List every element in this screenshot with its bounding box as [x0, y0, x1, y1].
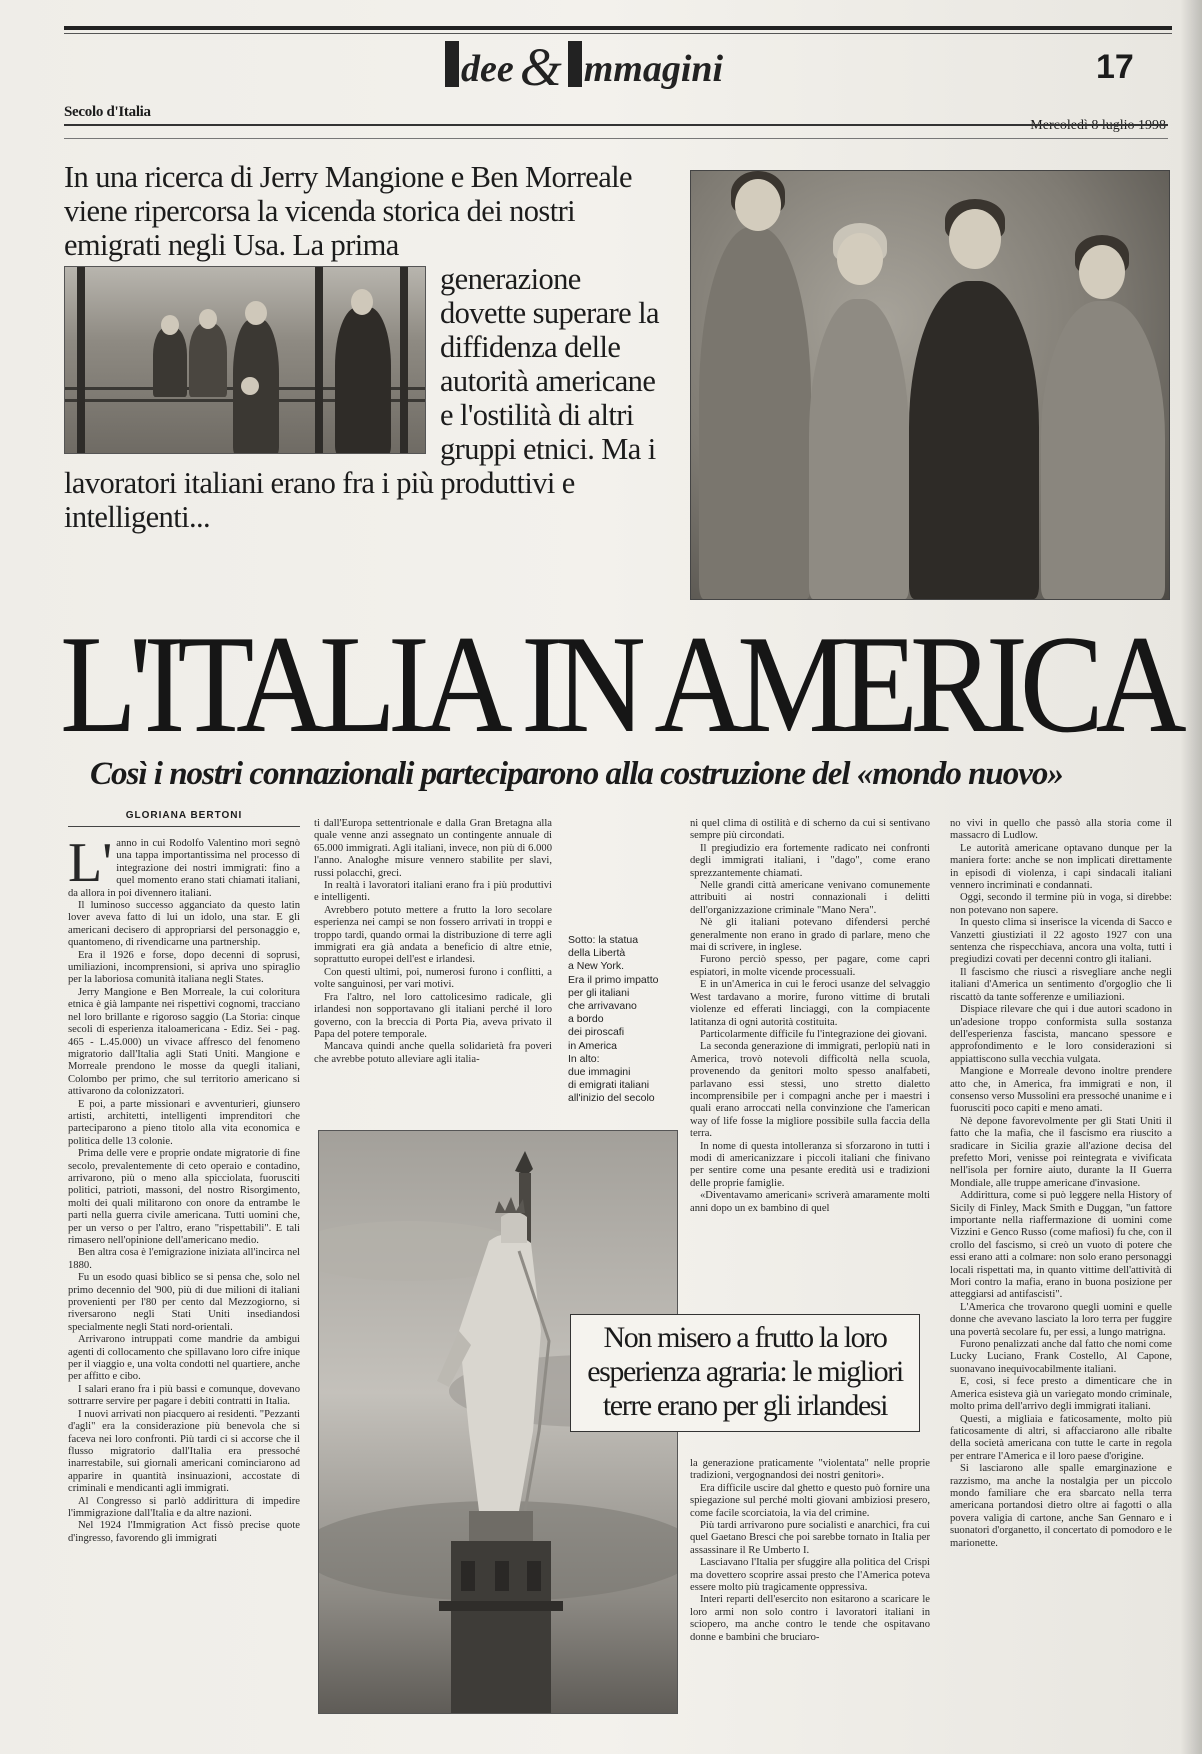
- article-paragraph: Interi reparti dell'esercito non esitarono a scaricare le loro armi non solo contro i lavoratori italiani in sciopero, ma anche contro le tende che ospitavano donne e bambini che bruciaro-: [690, 1594, 930, 1643]
- caption-line: dei piroscafi: [568, 1026, 625, 1039]
- article-paragraph: anno in cui Rodolfo Valentino morì segnò una tappa importantissima nel processo di integrazione dei nostri immigrati: fino a quel momento erano stati chiamati italiani, da allora in poi divennero italiani.: [68, 838, 300, 899]
- photo-head: [735, 179, 781, 231]
- article-paragraph: Furono penalizzati anche dal fatto che nomi come Lucky Luciano, Frank Costello, Al Capone, suonavano inequivocabilmente italiani.: [950, 1339, 1172, 1375]
- photo-figure: [335, 307, 391, 454]
- article-paragraph: Particolarmente difficile fu l'integrazione dei giovani.: [700, 1028, 928, 1040]
- article-paragraph: Il fascismo che riuscì a risvegliare anche negli italiani d'America un sentimento d'orgoglio che li riscattò da tante sofferenze e umiliazioni.: [950, 966, 1172, 1003]
- caption-line: due immagini: [568, 1066, 631, 1079]
- article-paragraph: Fu un esodo quasi biblico se si pensa che, solo nel primo decennio del '900, più di due milioni di italiani provenienti per l'80 per cento dal Mezzogiorno, si riversarono negli Stati Uniti insediandosi specialmente negli Stati nord-orientali.: [68, 1272, 300, 1333]
- article-paragraph: Nel 1924 l'Immigration Act fissò precise quote d'ingresso, favorendo gli immigrati: [68, 1520, 300, 1544]
- article-paragraph: no vivi in quello che passò alla storia come il massacro di Ludlow.: [950, 818, 1172, 842]
- sub-headline: Così i nostri connazionali parteciparono alla costruzione del «mondo nuovo»: [90, 756, 1063, 792]
- article-paragraph: In questo clima si inserisce la vicenda di Sacco e Vanzetti giustiziati il 22 agosto 1927 con una sentenza che rispecchiava, ancora una volta, tutti i pregiudizi covati per decenni contro gli italiani.: [950, 917, 1172, 966]
- photo-face: [241, 377, 259, 395]
- top-rule-thin: [64, 33, 1172, 34]
- byline-rule: [68, 826, 300, 827]
- article-column-3: [690, 818, 930, 1298]
- article-paragraph: Dispiace rilevare che qui i due autori scadono in un'adesione troppo conformista sulla sostanza dell'esperienza fascista, mancano spessore e approfondimento e le loro considerazioni si appiattiscono sulla vecchia vulgata.: [950, 1004, 1172, 1065]
- photo-head: [949, 209, 1001, 269]
- caption-line: In alto:: [568, 1052, 600, 1065]
- caption-line: della Libertà: [568, 947, 626, 960]
- article-paragraph: Avrebbero potuto mettere a frutto la loro secolare esperienza nei campi se non fossero arrivati in troppi e troppo tardi, quando ormai la distribuzione di terre agli immigrati era già andata a beneficio di altre etnie, soprattutto europei dell'est e irlandesi.: [314, 904, 552, 966]
- intro-wrap: generazione dovette superare la diffidenza delle autorità americane e l'ostilità di altri gruppi etnici. Ma i lavoratori italiani erano fra i più produttivi e intelligenti...: [64, 262, 659, 534]
- masthead-rule: [64, 124, 1168, 126]
- caption-line: per gli italiani: [568, 986, 630, 999]
- photo-face: [161, 315, 179, 335]
- article-column-3-continued: [690, 1458, 930, 1734]
- photo-immigrants-ship-wrapper: [64, 266, 426, 454]
- article-paragraph: Arrivarono intruppati come mandrie da ambigui agenti di collocamento che spillavano loro cifre inique per il viaggio e, una volta condotti nel quartiere, anche per affitto e cibo.: [68, 1334, 300, 1383]
- photo-girl-left: [699, 227, 811, 599]
- article-paragraph: E, così, si fece presto a dimenticare che in America esisteva già un variegato mondo criminale, molto prima dell'arrivo degli immigrati italiani.: [950, 1376, 1172, 1413]
- section-initial-bar: [568, 41, 582, 87]
- article-paragraph: I nuovi arrivati non piacquero ai residenti. "Pezzanti d'agli" era la considerazione più benevola che si faceva nei loro confronti. Più tardi ci si accorse che il flusso migratorio dall'Italia era pressoché inarrestabile, sui giornali americani cominciarono ad apparire in quantità insinuazioni, accostate di criminali e mendicanti agli immigrati.: [68, 1408, 300, 1495]
- article-paragraph: L'America che trovarono quegli uomini e quelle donne che avevano lasciato la loro terra per fuggire una povertà secolare fu, per essi, a lungo matrigna.: [950, 1301, 1172, 1338]
- photo-girl-center: [809, 299, 909, 599]
- page-number: 17: [1096, 48, 1134, 86]
- article-paragraph: Il luminoso successo agganciato da questo latin lover aveva fatto di lui un idolo, una star. E gli americani decisero di appropriarsi del personaggio e, quantomeno, di rivendicarne una partnership.: [68, 900, 300, 949]
- pull-quote: Non misero a frutto la loro esperienza agraria: le migliori terre erano per gli irlandesi: [570, 1314, 920, 1432]
- article-paragraph: Lasciavano l'Italia per sfuggire alla politica del Crispi ma dovettero scoprire assai presto che l'America poteva essere molto più tragicamente oppressiva.: [690, 1557, 930, 1594]
- article-paragraph: Questi, a migliaia e faticosamente, molto più faticosamente di altri, si affacciarono alle ribalte della società americana con tutte le carte in regola per entrare l'America e il loro paese d'origine.: [950, 1413, 1172, 1462]
- section-title-part1: dee: [461, 48, 514, 90]
- photo-caption: [568, 934, 678, 1106]
- article-paragraph: I salari erano fra i più bassi e comunque, dovevano sottrarre servire per pagare i debiti contratti in Italia.: [68, 1383, 300, 1408]
- article-paragraph: «Diventavamo americani» scriverà amaramente molti anni dopo un ex bambino di quel: [690, 1190, 930, 1214]
- issue-date: [1030, 118, 1166, 134]
- article-column-4: [950, 818, 1172, 1734]
- article-paragraph: E poi, a parte missionari e avventurieri, giunsero artisti, architetti, intelligenti imprenditori che parteciparono a pieno titolo alla vita economica e politica delle 13 colonie.: [68, 1098, 300, 1147]
- photo-figure: [153, 327, 187, 397]
- photo-face: [199, 309, 217, 329]
- section-title-part2: mmagini: [583, 48, 724, 90]
- photo-post: [77, 267, 85, 454]
- section-title: [445, 36, 825, 116]
- article-paragraph: Fra l'altro, nel loro cattolicesimo radicale, gli irlandesi non sopportavano gli italiani perché il loro governo, con la breccia di Porta Pia, aveva privato il Papa del potere temporale.: [314, 991, 552, 1040]
- intro-lead: In una ricerca di Jerry Mangione e Ben Morreale viene ripercorsa la vicenda storica dei nostri emigrati negli Usa. La prima: [64, 160, 632, 262]
- photo-face: [245, 301, 267, 325]
- article-paragraph: Era difficile uscire dal ghetto e questo può fornire una spiegazione sul perché molti giovani ambiziosi presero, come facile scorciatoia, la via del crimine.: [690, 1482, 930, 1519]
- article-paragraph: ti dall'Europa settentrionale e dalla Gran Bretagna alla quale venne anzi assegnato un contingente annuale di 65.000 immigrati. Agli italiani, invece, non più di 6.000 l'anno. Analoghe misure vennero stabilite per slavi, russi polacchi, greci.: [314, 818, 552, 879]
- article-paragraph: Nelle grandi città americane venivano comunemente attribuiti ai nostri connazionali i delitti dell'organizzazione criminale "Mano Nera".: [690, 880, 930, 916]
- intro-deck: [64, 160, 664, 534]
- article-paragraph: Nè depone favorevolmente per gli Stati Uniti il fatto che la mafia, che il fascismo era riuscito a sradicare in Sicilia grazie all'azione decisa del prefetto Mori, venisse poi reintegrata e vivificata nell'isola per fornire aiuto, durante la II Guerra Mondiale, alle truppe americane d'invasione.: [950, 1115, 1172, 1189]
- article-paragraph: Nè gli italiani potevano difendersi perché generalmente non erano in grado di parlare, meno che mai di scrivere, in inglese.: [690, 917, 930, 954]
- photo-post: [400, 267, 408, 454]
- newspaper-brand: Secolo d'Italia: [64, 104, 151, 120]
- article-paragraph: la generazione praticamente "violentata" nelle proprie tradizioni, vergognandosi dei nostri genitori».: [690, 1458, 930, 1482]
- caption-line: a New York.: [568, 960, 625, 973]
- photo-face: [351, 289, 373, 315]
- article-paragraph: In realtà i lavoratori italiani erano fra i più produttivi e intelligenti.: [314, 880, 552, 904]
- top-rule: [64, 26, 1172, 30]
- caption-line: all'inizio del secolo: [568, 1092, 655, 1105]
- article-paragraph: Al Congresso si parlò addirittura di impedire l'immigrazione dall'Italia e da altre nazioni.: [68, 1495, 300, 1519]
- article-paragraph: Più tardi arrivarono pure socialisti e anarchici, fra cui quel Gaetano Bresci che poi sarebbe tornato in Italia per assassinare il Re Umberto I.: [690, 1520, 930, 1556]
- article-column-1: [68, 838, 300, 1734]
- article-paragraph: Mancava quindi anche quella solidarietà fra poveri che avrebbe potuto alleviare agli italia-: [314, 1041, 552, 1065]
- masthead-rule-thin: [64, 138, 1168, 139]
- drop-cap: L': [68, 838, 113, 894]
- article-paragraph: Era il 1926 e forse, dopo decenni di soprusi, umiliazioni, incomprensioni, si apriva uno spiraglio per la laboriosa comunità italiana negli States.: [68, 949, 300, 986]
- photo-post: [315, 267, 323, 454]
- article-paragraph: Furono perciò spesso, per pagare, come capri espiatori, in molte vicende processuali.: [690, 954, 930, 978]
- article-paragraph: E in un'America in cui le feroci usanze del selvaggio West tardavano a morire, furono vittime di brutali violenze ed efferati linciaggi, con la compiacente latitanza di ogni autorità costituita.: [690, 979, 930, 1028]
- article-paragraph: Ben altra cosa è l'emigrazione iniziata all'incirca nel 1880.: [68, 1247, 300, 1271]
- article-paragraph: Addirittura, come si può leggere nella History of Sicily di Finley, Mack Smith e Duggan, "un fattore importante nella riaffermazione di uomini come Vizzini e Genco Russo (come mafiosi) fu che, con il crollo del fascismo, si creò un vuoto di potere che essi erano atti a colmare: non solo erano personaggi locali rispettati ma, in quanto vittime dell'attività di Mori contro la mafia, erano in buona posizione per atteggiarsi ad antifascisti".: [950, 1190, 1172, 1301]
- article-paragraph: Con questi ultimi, poi, numerosi furono i conflitti, a volte sanguinosi, per vari motivi.: [314, 966, 552, 991]
- caption-line: in America: [568, 1039, 618, 1052]
- article-paragraph: Mangione e Morreale devono inoltre prendere atto che, in America, fra immigrati e non, il consenso verso Mussolini era pressoché unanime e i fuorusciti poco capiti e meno amati.: [950, 1066, 1172, 1115]
- caption-line: a bordo: [568, 1013, 604, 1026]
- article-paragraph: La seconda generazione di immigrati, perlopiù nati in America, trovò notevoli difficoltà nella scuola, provenendo da genitori molto spesso analfabeti, parlavano essi stessi, uno stretto dialetto incomprensibile per i compagni anche per i maestri i quali erano arroccati nella convinzione che l'american way of life fosse la migliore possibile sulla faccia della terra.: [690, 1041, 930, 1140]
- article-paragraph: ni quel clima di ostilità e di scherno da cui si sentivano sempre più circondati.: [690, 818, 930, 842]
- page-edge-shadow: [1180, 0, 1202, 1754]
- photo-head: [1079, 245, 1125, 299]
- section-ampersand: &: [519, 37, 562, 97]
- main-headline: L'ITALIA IN AMERICA: [60, 607, 1179, 762]
- photo-immigrants-ship: [64, 266, 426, 454]
- photo-head: [837, 233, 883, 285]
- caption-line: di emigrati italiani: [568, 1079, 650, 1092]
- article-paragraph: Oggi, secondo il termine più in voga, si direbbe: non potevano non sapere.: [950, 892, 1172, 916]
- caption-line: che arrivavano: [568, 1000, 637, 1013]
- article-paragraph: Jerry Mangione e Ben Morreale, la cui coloritura etnica è già lampante nei rispettivi cognomi, tracciano nel loro brillante e rigoroso saggio (La Storia: cinque secoli di esperienza italoamericana - Ediz. Sei - pag. 465 - L.45.000) un vivace affresco del fenomeno migratorio dall'Italia agli Stati Uniti. Mangione e Morreale prendono le mosse da quegli italiani, Colombo per primo, che sul territorio americano si attivarono da colonizzatori.: [68, 986, 300, 1098]
- article-paragraph: In nome di questa intolleranza si sforzarono in tutti i modi di americanizzare i piccoli italiani che finivano per sentire come una pesante eredità usi e tradizioni delle proprie famiglie.: [690, 1140, 930, 1189]
- photo-mother: [909, 281, 1039, 599]
- article-paragraph: Prima delle vere e proprie ondate migratorie di fine secolo, prevalentemente di ceto operaio e contadino, arrivarono, più o meno alla spicciolata, fuorusciti politici, patrioti, massoni, del nostro Risorgimento, molti dei quali militarono con onore da entrambe le parti nella guerra civile americana. Tutti uomini che, per un verso o per l'altro, erano "rispettabili". E tali rimasero nell'opinione dell'americano medio.: [68, 1148, 300, 1246]
- article-paragraph: Il pregiudizio era fortemente radicato nei confronti degli immigrati italiani, i "dago", come erano sprezzantemente chiamati.: [690, 842, 930, 879]
- article-paragraph: Le autorità americane optavano dunque per la maniera forte: anche se non implicati direttamente in episodi di violenza, i capi sindacali italiani vennero incriminati e condannati.: [950, 842, 1172, 892]
- caption-line: Sotto: la statua: [568, 934, 639, 946]
- photo-girl-right: [1041, 301, 1165, 599]
- photo-figure: [189, 323, 227, 397]
- section-initial-bar: [445, 41, 459, 87]
- author-byline: GLORIANA BERTONI: [125, 810, 243, 821]
- photo-immigrant-family: [690, 170, 1170, 600]
- article-column-2: [314, 818, 552, 1140]
- article-paragraph: Si lasciarono alle spalle emarginazione e razzismo, ma anche la nostalgia per un piccolo mondo familiare che era sbarcato nella terra americana portandosi dietro oltre ai fagotti o alla povera valigia di cartone, anche San Gennaro e i suonatori d'organetto, il concertato di pomodoro e le marionette.: [950, 1463, 1172, 1549]
- caption-line: Era il primo impatto: [568, 973, 659, 986]
